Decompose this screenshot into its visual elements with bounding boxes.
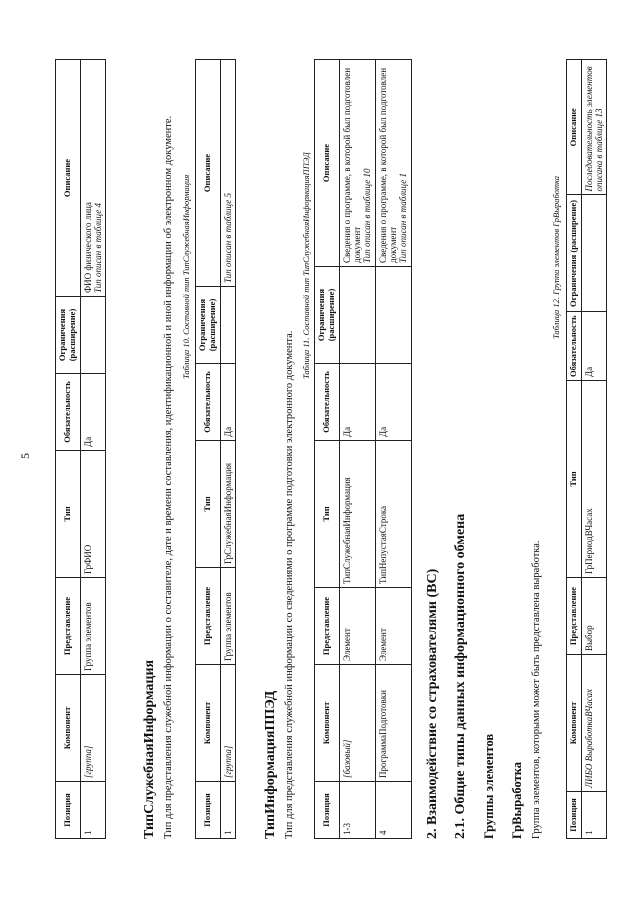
cell-required: Да	[375, 364, 411, 441]
header-cell: Представление	[315, 588, 340, 665]
header-cell: Тип	[56, 451, 81, 578]
cell-representation: Выбор	[581, 578, 607, 655]
cell-type: ГрПериодВЧасах	[581, 381, 607, 578]
description-text: Сведения о программе, в которой был подготовлен документ	[377, 67, 398, 263]
header-cell: Представление	[196, 568, 221, 665]
cell-restrictions	[375, 267, 411, 364]
header-cell: Ограничения (расширение)	[315, 267, 340, 364]
table-row	[220, 60, 235, 839]
cell-required: Да	[581, 312, 607, 381]
cell-type: ГрФИО	[80, 451, 106, 578]
page-number: 5	[18, 453, 32, 459]
table-header-row	[196, 60, 221, 839]
cell-component: ПрограммаПодготовки	[375, 665, 411, 782]
cell-description: Последовательность элементов описана в таблице 13	[581, 60, 607, 196]
description-note: Тип описан в таблице 10	[362, 168, 373, 263]
table-10	[195, 59, 236, 839]
header-cell: Позиция	[196, 782, 221, 839]
header-cell: Компонент	[56, 675, 81, 782]
description-note: Тип описан в таблице 1	[398, 173, 409, 263]
cell-description	[339, 60, 375, 267]
header-cell: Тип	[196, 441, 221, 568]
header-cell: Ограничения (расширение)	[56, 297, 81, 374]
cell-component: [базовый]	[339, 665, 375, 782]
header-cell: Описание	[315, 60, 340, 267]
cell-position: 1	[80, 782, 106, 839]
cell-component: [группа]	[80, 675, 106, 782]
table-header-row	[567, 60, 582, 839]
cell-position: 4	[375, 782, 411, 839]
cell-component: ЛИБО ВыработкаВЧасах	[581, 655, 607, 792]
header-cell: Компонент	[196, 665, 221, 782]
table-header-row	[56, 60, 81, 839]
table-header-row	[315, 60, 340, 839]
cell-representation: Элемент	[375, 588, 411, 665]
header-cell: Обязательность	[196, 364, 221, 441]
cell-required: Да	[80, 374, 106, 451]
header-cell: Описание	[56, 60, 81, 297]
table-row	[80, 60, 106, 839]
header-cell: Позиция	[315, 782, 340, 839]
section-title: ГрВыработка	[510, 762, 524, 839]
cell-description: Тип описан в таблице 5	[220, 60, 235, 287]
cell-required: Да	[220, 364, 235, 441]
header-cell: Позиция	[567, 792, 582, 839]
description-text: ФИО физического лица	[82, 202, 93, 293]
cell-restrictions	[339, 267, 375, 364]
header-cell: Тип	[567, 381, 582, 578]
table-caption: Таблица 12. Группа элементов ГрВыработка	[551, 175, 561, 339]
cell-type: ТипСлужебнаяИнформация	[339, 441, 375, 588]
table-12	[566, 59, 607, 839]
cell-representation: Группа элементов	[80, 578, 106, 675]
heading-2-1: 2.1. Общие типы данных информационного обмена	[453, 513, 468, 839]
section-title: ТипСлужебнаяИнформация	[142, 659, 157, 839]
table-row	[339, 60, 375, 839]
cell-representation: Элемент	[339, 588, 375, 665]
table-11	[314, 59, 412, 839]
section-text: Тип для представления служебной информации со сведениями о программе подготовки электронного документа.	[284, 330, 295, 839]
cell-type: ГрСлужебнаяИнформация	[220, 441, 235, 568]
cell-description	[80, 60, 106, 297]
table-caption: Таблица 11. Составной тип ТипСлужебнаяИнформацияППЭД	[301, 152, 311, 379]
cell-required: Да	[339, 364, 375, 441]
cell-position: 1	[581, 792, 607, 839]
cell-restrictions	[220, 287, 235, 364]
header-cell: Ограничения (расширение)	[196, 287, 221, 364]
header-cell: Компонент	[315, 665, 340, 782]
section-title: ТипИнформацияППЭД	[263, 690, 278, 839]
cell-type: ТипНепустаяСтрока	[375, 441, 411, 588]
header-cell: Компонент	[567, 655, 582, 792]
cell-representation: Группа элементов	[220, 568, 235, 665]
header-cell: Обязательность	[315, 364, 340, 441]
cell-description	[375, 60, 411, 267]
section-text: Группа элементов, которыми может быть представлена выработка.	[531, 540, 542, 839]
description-text: Сведения о программе, в которой был подготовлен документ	[341, 67, 362, 263]
header-cell: Обязательность	[56, 374, 81, 451]
header-cell: Описание	[196, 60, 221, 287]
header-cell: Представление	[56, 578, 81, 675]
heading-groups: Группы элементов	[482, 733, 496, 839]
table-top	[55, 59, 106, 839]
table-row	[375, 60, 411, 839]
cell-restrictions	[80, 297, 106, 374]
header-cell: Позиция	[56, 782, 81, 839]
header-cell: Представление	[567, 578, 582, 655]
cell-component: [группа]	[220, 665, 235, 782]
cell-restrictions	[581, 195, 607, 312]
table-row	[581, 60, 607, 839]
table-caption: Таблица 10. Составной тип ТипСлужебнаяИнформация	[181, 174, 191, 379]
heading-2: 2. Взаимодействие со страхователями (ВС)	[425, 568, 440, 839]
header-cell: Обязательность	[567, 312, 582, 381]
header-cell: Ограничения (расширение)	[567, 195, 582, 312]
cell-position: 1-3	[339, 782, 375, 839]
cell-position: 1	[220, 782, 235, 839]
header-cell: Описание	[567, 60, 582, 196]
header-cell: Тип	[315, 441, 340, 588]
description-note: Тип описан в таблице 4	[92, 203, 103, 293]
section-text: Тип для представления служебной информации о составителе, дате и времени составления, идентификационной и иной информации об электронном документе.	[163, 115, 174, 839]
